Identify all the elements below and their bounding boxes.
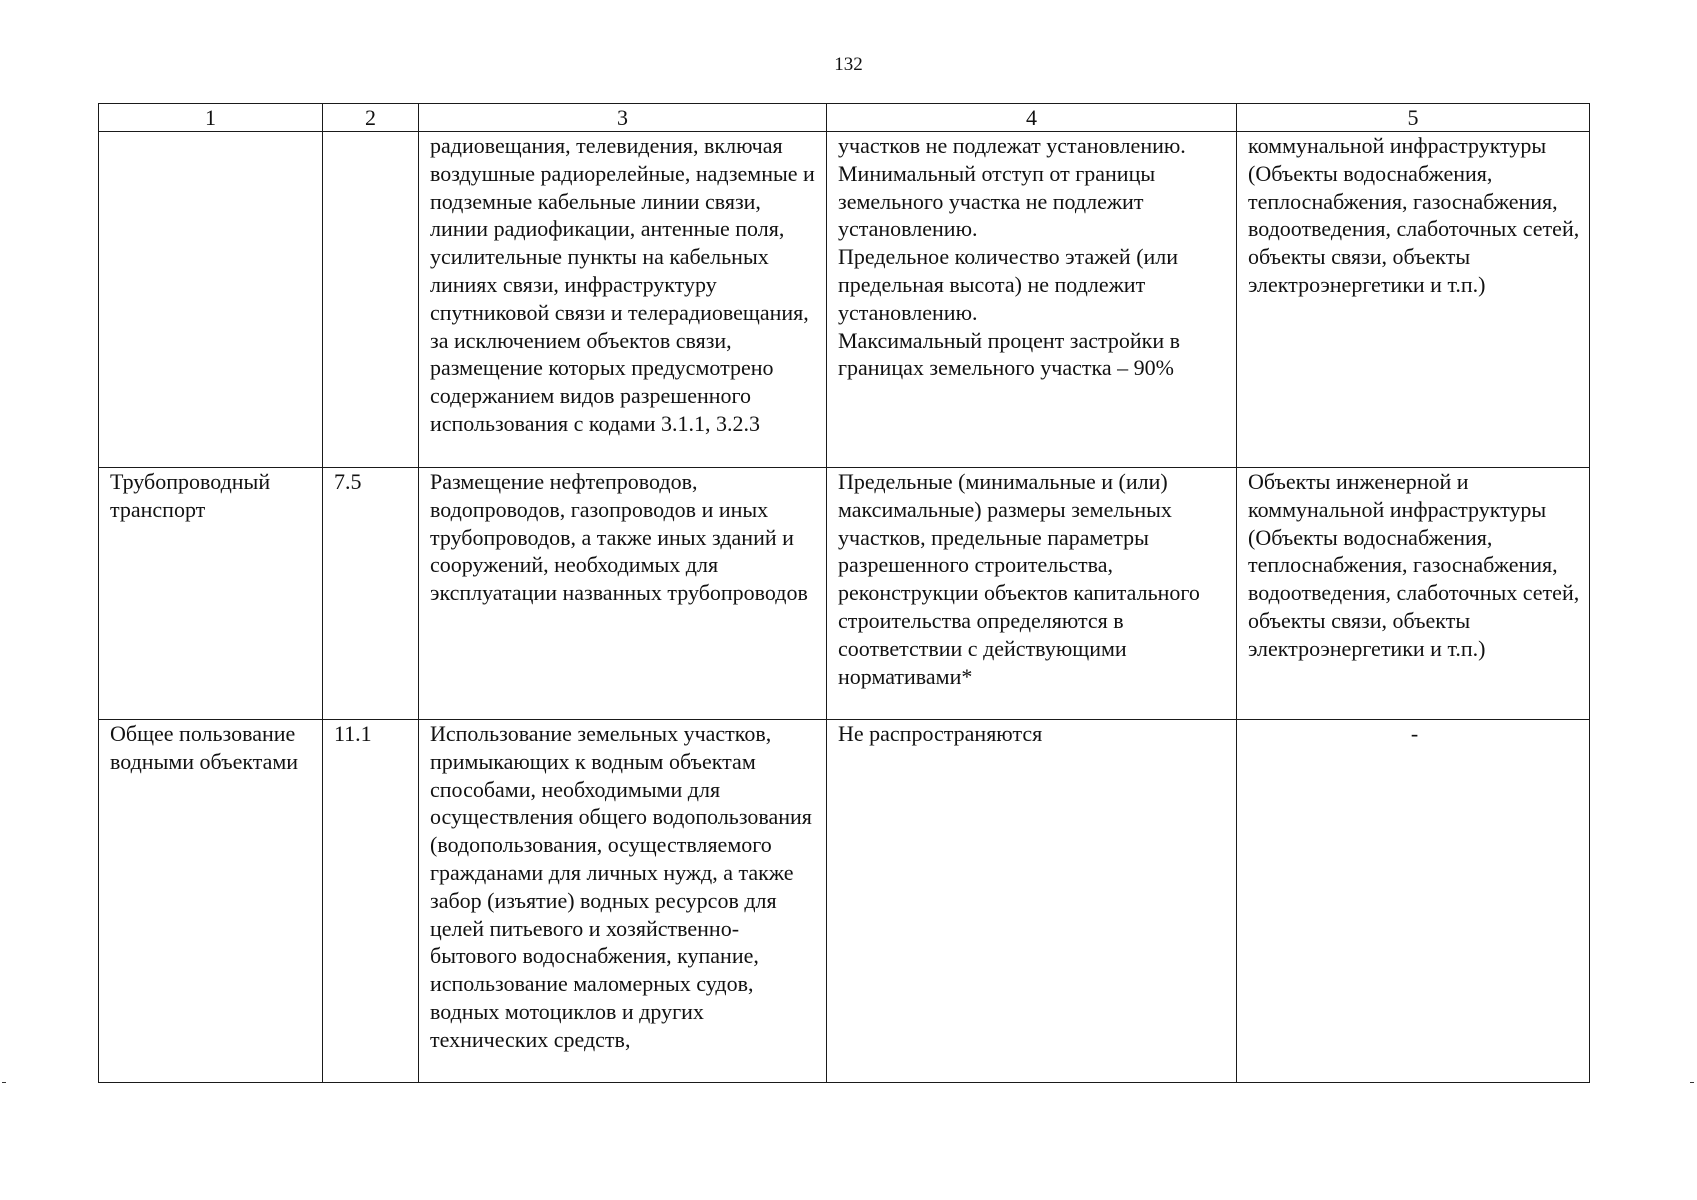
- zoning-table: [98, 103, 1590, 1083]
- table-row: [99, 468, 1590, 720]
- header-col-4: 4: [827, 104, 1237, 132]
- cell-name: Общее пользование водными объектами: [99, 720, 323, 1083]
- table-row: [99, 132, 1590, 468]
- cell-code: [323, 132, 419, 468]
- cell-parameters: участков не подлежат установлению. Минимальный отступ от границы земельного участка не подлежит установлению. Предельное количество этажей (или предельная высота) не подлежит установлению. Максимальный процент застройки в границах земельного участка – 90%: [827, 132, 1237, 468]
- cell-code: 7.5: [323, 468, 419, 720]
- page-number: 132: [834, 54, 863, 75]
- table-row: [99, 720, 1590, 1083]
- header-row: [99, 104, 1590, 132]
- cell-objects: коммунальной инфраструктуры (Объекты водоснабжения, теплоснабжения, газоснабжения, водоотведения, слаботочных сетей, объекты связи, объекты электроэнергетики и т.п.): [1237, 132, 1590, 468]
- cell-description: радиовещания, телевидения, включая воздушные радиорелейные, надземные и подземные кабельные линии связи, линии радиофикации, антенные поля, усилительные пункты на кабельных линиях связи, инфраструктуру спутниковой связи и телерадиовещания, за исключением объектов связи, размещение которых предусмотрено содержанием видов разрешенного использования с кодами 3.1.1, 3.2.3: [419, 132, 827, 468]
- header-col-5: 5: [1237, 104, 1590, 132]
- cell-parameters: Предельные (минимальные и (или) максимальные) размеры земельных участков, предельные параметры разрешенного строительства, реконструкции объектов капитального строительства определяются в соответствии с действующими нормативами*: [827, 468, 1237, 720]
- cell-parameters: Не распространяются: [827, 720, 1237, 1083]
- header-col-2: 2: [323, 104, 419, 132]
- cell-name: Трубопроводный транспорт: [99, 468, 323, 720]
- cell-objects: Объекты инженерной и коммунальной инфраструктуры (Объекты водоснабжения, теплоснабжения, газоснабжения, водоотведения, слаботочных сетей, объекты связи, объекты электроэнергетики и т.п.): [1237, 468, 1590, 720]
- cell-description: Использование земельных участков, примыкающих к водным объектам способами, необходимыми для осуществления общего водопользования (водопользования, осуществляемого гражданами для личных нужд, а также забор (изъятие) водных ресурсов для целей питьевого и хозяйственно-бытового водоснабжения, купание, использование маломерных судов, водных мотоциклов и других технических средств,: [419, 720, 827, 1083]
- header-col-1: 1: [99, 104, 323, 132]
- cell-code: 11.1: [323, 720, 419, 1083]
- cell-name: [99, 132, 323, 468]
- left-margin-mark: [2, 1082, 6, 1083]
- right-margin-mark: [1690, 1082, 1694, 1083]
- header-col-3: 3: [419, 104, 827, 132]
- cell-objects: -: [1237, 720, 1590, 1083]
- cell-description: Размещение нефтепроводов, водопроводов, газопроводов и иных трубопроводов, а также иных зданий и сооружений, необходимых для эксплуатации названных трубопроводов: [419, 468, 827, 720]
